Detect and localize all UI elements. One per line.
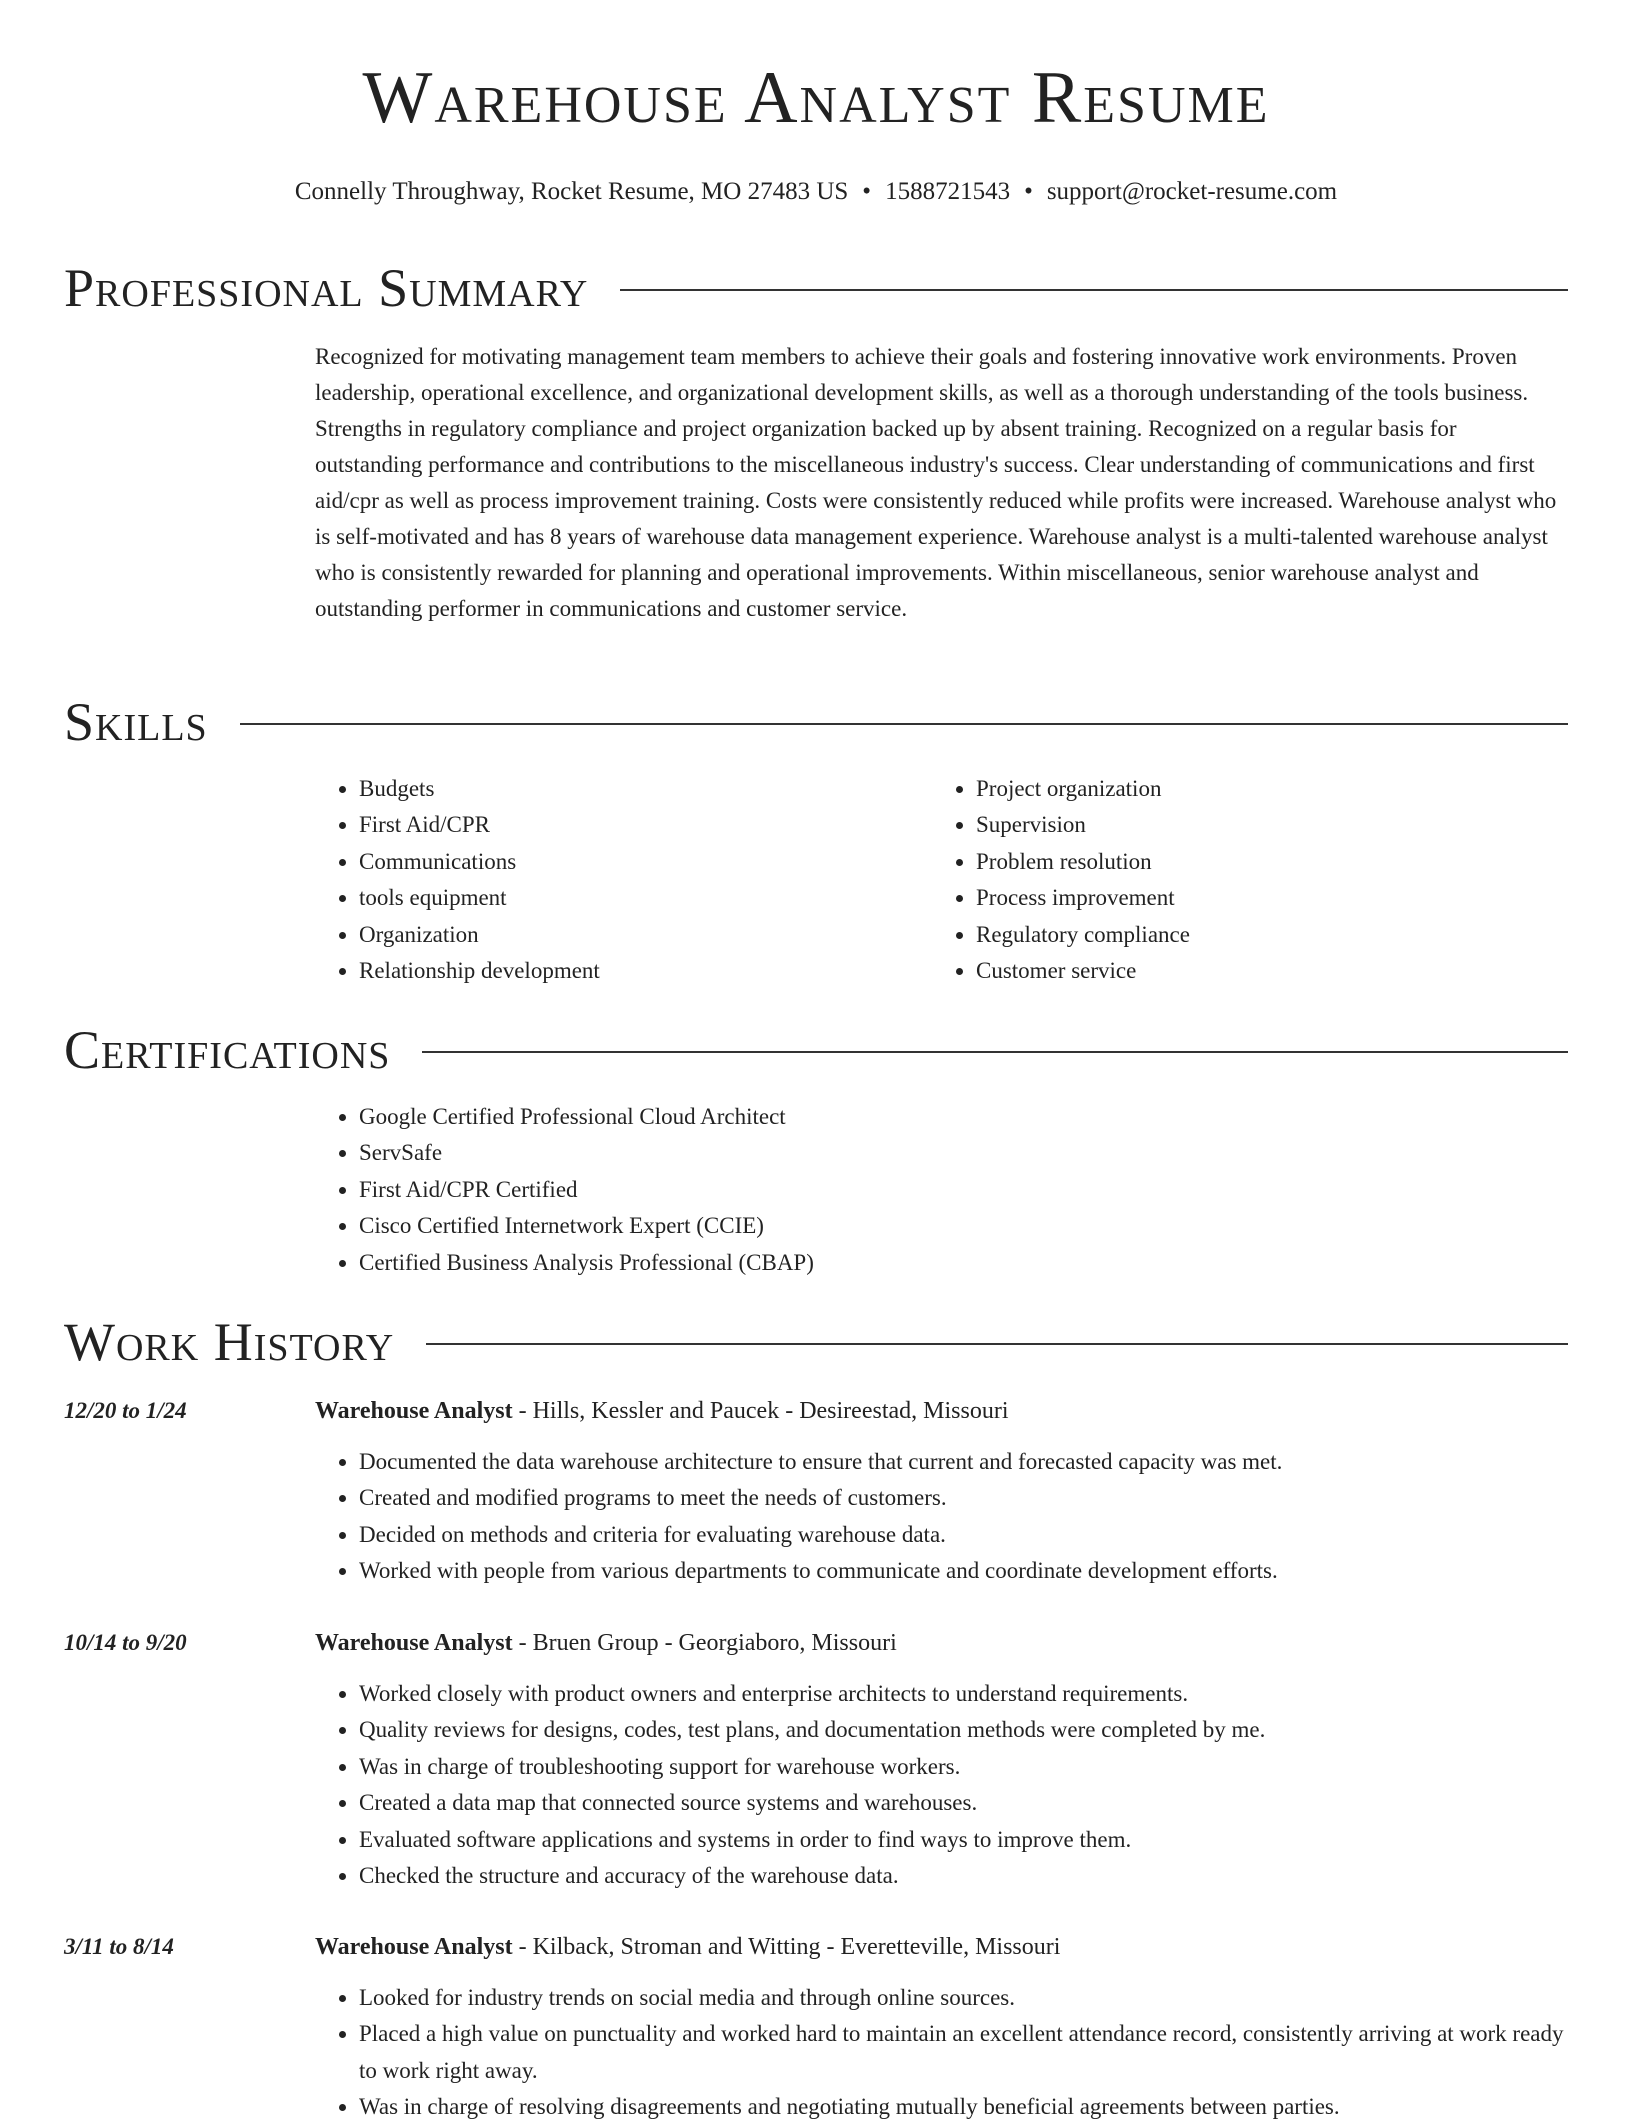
job-company: - Hills, Kessler and Paucek - Desireestad, Missouri: [512, 1398, 1009, 1424]
skill-item: • Communications: [359, 844, 915, 880]
skills-column-right: [932, 771, 1532, 989]
certification-item: • ServSafe: [359, 1135, 1515, 1171]
skills-heading: [64, 692, 1568, 752]
job-dates: 3/11 to 8/14: [64, 1934, 174, 1959]
skill-item: • Problem resolution: [976, 844, 1532, 880]
contact-email: support@rocket-resume.com: [1046, 178, 1338, 205]
contact-address: Connelly Throughway, Rocket Resume, MO 27483 US: [294, 178, 849, 205]
job-dates: 12/20 to 1/24: [64, 1398, 187, 1423]
summary-title: Professional Summary: [64, 258, 589, 318]
job-duties: [315, 1676, 1568, 1894]
job-duty-item: • Worked with people from various departments to communicate and coordinate development efforts.: [359, 1553, 1568, 1589]
skill-item: • Relationship development: [359, 953, 915, 989]
job-role: Warehouse Analyst: [315, 1934, 513, 1960]
skill-item: • Customer service: [976, 953, 1532, 989]
section-divider: [426, 1343, 1568, 1345]
skills-column-left: [315, 771, 915, 989]
certification-item: • Certified Business Analysis Professional (CBAP): [359, 1245, 1515, 1281]
skill-item: • Process improvement: [976, 880, 1532, 916]
skill-item: • Organization: [359, 917, 915, 953]
job-title-line: [315, 1395, 1568, 1427]
job-role: Warehouse Analyst: [315, 1630, 513, 1656]
skill-item: • Project organization: [976, 771, 1532, 807]
section-divider: [422, 1051, 1568, 1053]
summary-text: Recognized for motivating management team members to achieve their goals and fostering innovative work environments. Proven leadership, operational excellence, and organizational development skills, as well as a thorough understanding of the tools business. Strengths in regulatory compliance and project organization backed up by absent training. Recognized on a regular basis for outstanding performance and contributions to the miscellaneous industry's success. Clear understanding of communications and first aid/cpr as well as process improvement training. Costs were consistently reduced while profits were increased. Warehouse analyst who is self-motivated and has 8 years of warehouse data management experience. Warehouse analyst is a multi-talented warehouse analyst who is consistently rewarded for planning and operational improvements. Within miscellaneous, senior warehouse analyst and outstanding performer in communications and customer service.: [315, 344, 1557, 621]
section-divider: [620, 289, 1568, 291]
job-duty-item: • Documented the data warehouse architecture to ensure that current and forecasted capacity was met.: [359, 1444, 1568, 1480]
job-duties: [315, 1444, 1568, 1590]
skill-item: • First Aid/CPR: [359, 807, 915, 843]
contact-phone: 1588721543: [885, 178, 1011, 205]
section-divider: [240, 723, 1568, 725]
job-duty-item: • Was in charge of troubleshooting support for warehouse workers.: [359, 1749, 1568, 1785]
skills-title: Skills: [64, 692, 208, 752]
job-duty-item: • Worked closely with product owners and enterprise architects to understand requirements.: [359, 1676, 1568, 1712]
job-role: Warehouse Analyst: [315, 1398, 513, 1424]
resume-title: Warehouse Analyst Resume: [362, 57, 1270, 139]
skill-item: • Supervision: [976, 807, 1532, 843]
job-title-line: [315, 1627, 1568, 1659]
certification-item: • Cisco Certified Internetwork Expert (CCIE): [359, 1208, 1515, 1244]
certifications-list: [315, 1099, 1515, 1281]
job-title-line: [315, 1931, 1568, 1963]
job-duties: [315, 1980, 1568, 2126]
job-duty-item: • Was in charge of resolving disagreements and negotiating mutually beneficial agreements between parties.: [359, 2089, 1568, 2125]
certifications-heading: [64, 1020, 1568, 1080]
job-duty-item: • Checked the structure and accuracy of the warehouse data.: [359, 1858, 1568, 1894]
skill-item: • Regulatory compliance: [976, 917, 1532, 953]
contact-separator: •: [862, 178, 872, 205]
job-duty-item: • Created and modified programs to meet the needs of customers.: [359, 1480, 1568, 1516]
job-duty-item: • Decided on methods and criteria for evaluating warehouse data.: [359, 1517, 1568, 1553]
summary-heading: [64, 258, 1568, 318]
skill-item: • Budgets: [359, 771, 915, 807]
certifications-title: Certifications: [64, 1020, 391, 1080]
work-title: Work History: [64, 1312, 395, 1372]
job-duty-item: • Created a data map that connected source systems and warehouses.: [359, 1785, 1568, 1821]
job-company: - Bruen Group - Georgiaboro, Missouri: [512, 1630, 897, 1656]
job-company: - Kilback, Stroman and Witting - Everetteville, Missouri: [512, 1934, 1061, 1960]
job-duty-item: • Evaluated software applications and systems in order to find ways to improve them.: [359, 1822, 1568, 1858]
certification-item: • Google Certified Professional Cloud Architect: [359, 1099, 1515, 1135]
work-heading: [64, 1312, 1568, 1372]
job-duty-item: • Placed a high value on punctuality and worked hard to maintain an excellent attendance record, consistently arriving at work ready to work right away.: [359, 2016, 1568, 2089]
job-duty-item: • Quality reviews for designs, codes, test plans, and documentation methods were completed by me.: [359, 1712, 1568, 1748]
contact-separator: •: [1024, 178, 1033, 205]
job-dates: 10/14 to 9/20: [64, 1630, 187, 1655]
job-duty-item: • Looked for industry trends on social media and through online sources.: [359, 1980, 1568, 2016]
skill-item: • tools equipment: [359, 880, 915, 916]
certification-item: • First Aid/CPR Certified: [359, 1172, 1515, 1208]
contact-line: [0, 176, 1632, 208]
